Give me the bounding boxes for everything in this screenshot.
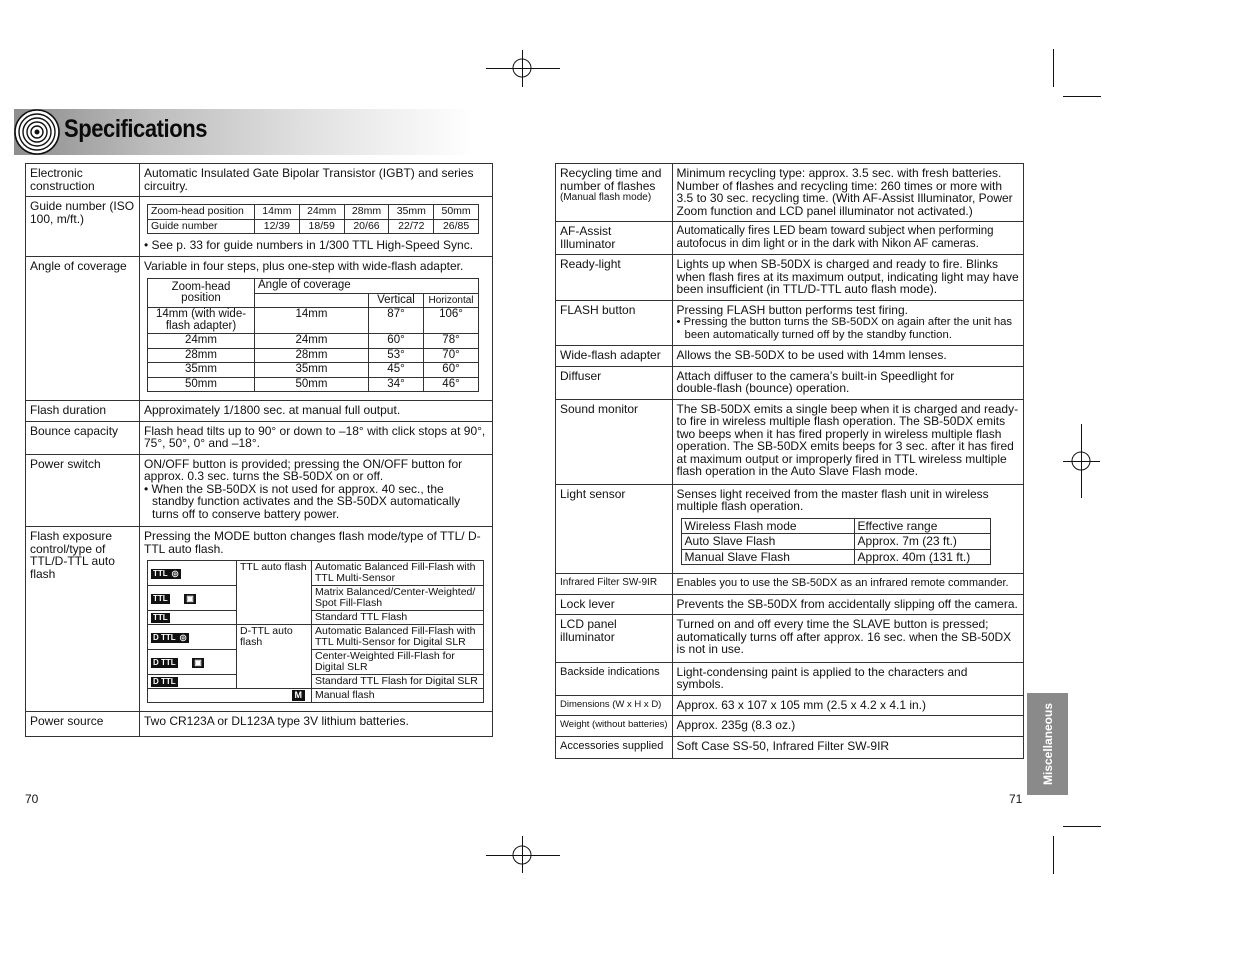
row-label: Infrared Filter SW-9IR: [556, 574, 673, 595]
table-cell: Automatic Balanced Fill-Flash with TTL Multi-Sensor: [312, 561, 484, 586]
table-cell: 35mm: [148, 363, 255, 378]
row-label: [556, 164, 673, 222]
table-row: [556, 255, 1024, 301]
table-cell: Wireless Flash mode: [681, 518, 854, 534]
table-row: [556, 399, 1024, 484]
table-cell: 24mm: [299, 205, 344, 220]
row-text: Pressing FLASH button performs test firing.: [676, 302, 908, 317]
mode-icon: [148, 561, 237, 586]
row-label: Accessories supplied: [556, 736, 673, 759]
table-cell: Manual Slave Flash: [681, 549, 854, 565]
table-cell: 50mm: [255, 377, 369, 392]
note: • When the SB-50DX is not used for approx. 40 sec., the standby function activates and the SB-50DX automatically turns off to conserve battery power.: [144, 481, 461, 521]
dttl-badge-icon: D TTL: [153, 677, 176, 686]
table-cell: 12/39: [255, 219, 300, 234]
mode-icon: [148, 586, 237, 611]
table-cell: 28mm: [255, 348, 369, 363]
table-cell: 24mm: [148, 334, 255, 349]
row-label: Power source: [26, 712, 140, 737]
row-label-sub: (Manual flash mode): [560, 192, 652, 203]
mode-icon: [148, 625, 237, 650]
table-cell: Guide number: [148, 219, 255, 234]
row-text: ON/OFF button is provided; pressing the ON/OFF button for approx. 0.3 sec. turns the SB-50DX on or off.: [144, 456, 463, 483]
table-cell: Vertical: [369, 293, 424, 308]
table-cell: 87°: [369, 308, 424, 334]
table-cell: 14mm: [255, 308, 369, 334]
row-label-text: Recycling time and number of flashes: [560, 166, 662, 193]
row-value: Light-condensing paint is applied to the characters and symbols.: [672, 662, 1023, 695]
ttl-badge-icon: TTL: [153, 593, 168, 603]
section-tab: [1027, 693, 1068, 795]
guide-number-table: [147, 204, 479, 234]
table-row: [556, 662, 1024, 695]
mode-icon: [148, 689, 312, 703]
table-cell: Matrix Balanced/Center-Weighted/ Spot Fill-Flash: [312, 586, 484, 611]
row-value: [140, 454, 493, 527]
crop-mark: [1053, 49, 1054, 87]
row-label: Light sensor: [556, 484, 673, 574]
row-value: Automatically fires LED beam toward subject when performing autofocus in dim light or in the dark with Nikon AF cameras.: [672, 222, 1023, 255]
metering-icon: ▣: [194, 657, 202, 667]
row-value: Lights up when SB-50DX is charged and ready to fire. Blinks when flash fires at its maximum output, indicating light may have been insufficient (in TTL/D-TTL auto flash mode).: [672, 255, 1023, 301]
row-value: The SB-50DX emits a single beep when it is charged and ready-to fire in wireless multiple flash operation. The SB-50DX emits two beeps when it has fired properly in wireless multiple flash operation. The SB-50DX emits beeps for 3 sec. after it has fired at maximum output or improperly fired in TTL wireless multiple flash operation in the Auto Slave Flash mode.: [672, 399, 1023, 484]
row-value: Approx. 235g (8.3 oz.): [672, 716, 1023, 737]
table-cell: 28mm: [148, 348, 255, 363]
crop-mark: [1053, 836, 1054, 874]
table-cell: Zoom-head position: [148, 279, 255, 308]
row-label: Weight (without batteries): [556, 716, 673, 737]
table-row: [556, 574, 1024, 595]
row-value: Approximately 1/1800 sec. at manual full output.: [140, 401, 493, 422]
table-cell: 35mm: [389, 205, 434, 220]
table-cell: Manual flash: [312, 689, 484, 703]
table-cell: 60°: [424, 363, 479, 378]
row-value: Prevents the SB-50DX from accidentally slipping off the camera.: [672, 594, 1023, 615]
row-value: [140, 527, 493, 712]
row-label: Lock lever: [556, 594, 673, 615]
table-cell: 28mm: [344, 205, 389, 220]
table-cell: 50mm: [148, 377, 255, 392]
table-cell: 24mm: [255, 334, 369, 349]
row-label: Dimensions (W x H x D): [556, 695, 673, 716]
row-value: [140, 256, 493, 401]
row-label: FLASH button: [556, 300, 673, 346]
table-row: [556, 222, 1024, 255]
table-cell: 106°: [424, 308, 479, 334]
balanced-fill-icon: ◎: [179, 632, 187, 642]
table-row: [556, 716, 1024, 737]
ttl-badge-icon: TTL: [153, 568, 168, 578]
manual-badge-icon: M: [292, 690, 306, 701]
dttl-badge-icon: D TTL: [153, 657, 176, 667]
registration-mark: [512, 845, 532, 865]
mode-icon: [148, 611, 237, 625]
row-label: Diffuser: [556, 366, 673, 399]
registration-mark: [512, 58, 532, 78]
row-text: Variable in four steps, plus one-step with wide-flash adapter.: [144, 258, 464, 273]
ttl-badge-icon: TTL: [153, 613, 168, 622]
table-cell: 14mm: [255, 205, 300, 220]
table-cell: 34°: [369, 377, 424, 392]
row-label: Angle of coverage: [26, 256, 140, 401]
table-cell: 14mm (with wide-flash adapter): [148, 308, 255, 334]
table-row: [26, 712, 493, 737]
row-value: Turned on and off every time the SLAVE button is pressed; automatically turns off after approx. 16 sec. when the SB-50DX is not in use.: [672, 615, 1023, 663]
table-cell: 46°: [424, 377, 479, 392]
concentric-circle-icon: [14, 109, 60, 155]
table-cell: 26/85: [434, 219, 479, 234]
row-text: Pressing the MODE button changes flash mode/type of TTL/ D-TTL auto flash.: [144, 529, 481, 556]
table-row: [556, 695, 1024, 716]
table-cell: 78°: [424, 334, 479, 349]
crop-mark: [1063, 826, 1101, 827]
note: • Pressing the button turns the SB-50DX on again after the unit has been automatically turned off by the standby function.: [676, 316, 1013, 341]
balanced-fill-icon: ◎: [171, 568, 179, 578]
table-cell: 53°: [369, 348, 424, 363]
table-cell: Standard TTL Flash for Digital SLR: [312, 675, 484, 689]
table-cell: 35mm: [255, 363, 369, 378]
table-row: [26, 401, 493, 422]
table-cell: Zoom-head position: [148, 205, 255, 220]
table-cell: Approx. 40m (131 ft.): [854, 549, 990, 565]
table-row: [556, 366, 1024, 399]
spec-table-right: [555, 163, 1024, 759]
table-cell: Approx. 7m (23 ft.): [854, 534, 990, 550]
row-label: Flash exposure control/type of TTL/D-TTL auto flash: [26, 527, 140, 712]
table-cell: TTL auto flash: [237, 561, 312, 625]
table-cell: D-TTL auto flash: [237, 625, 312, 689]
row-label: Backside indications: [556, 662, 673, 695]
row-label: Wide-flash adapter: [556, 346, 673, 367]
table-cell: 18/59: [299, 219, 344, 234]
row-label: Bounce capacity: [26, 421, 140, 454]
table-cell: Effective range: [854, 518, 990, 534]
table-row: [556, 164, 1024, 222]
table-row: [556, 484, 1024, 574]
table-cell: Auto Slave Flash: [681, 534, 854, 550]
row-label: Guide number (ISO 100, m/ft.): [26, 197, 140, 257]
row-value: Attach diffuser to the camera’s built-in Speedlight for double-flash (bounce) operation.: [672, 366, 1023, 399]
row-value: Automatic Insulated Gate Bipolar Transistor (IGBT) and series circuitry.: [140, 164, 493, 197]
light-sensor-table: [681, 518, 991, 566]
row-label: Ready-light: [556, 255, 673, 301]
row-value: Flash head tilts up to 90° or down to –18° with click stops at 90°, 75°, 50°, 0° and –18°.: [140, 421, 493, 454]
mode-icon: [148, 675, 237, 689]
table-row: [26, 527, 493, 712]
row-label: Electronic construction: [26, 164, 140, 197]
row-value: Allows the SB-50DX to be used with 14mm lenses.: [672, 346, 1023, 367]
table-cell: 45°: [369, 363, 424, 378]
metering-icon: ▣: [186, 593, 194, 603]
flash-mode-table: [147, 560, 484, 703]
table-cell: Standard TTL Flash: [312, 611, 484, 625]
table-row: [556, 615, 1024, 663]
table-cell: 60°: [369, 334, 424, 349]
row-value: Approx. 63 x 107 x 105 mm (2.5 x 4.2 x 4.1 in.): [672, 695, 1023, 716]
row-value: Soft Case SS-50, Infrared Filter SW-9IR: [672, 736, 1023, 759]
row-label: LCD panel illuminator: [556, 615, 673, 663]
row-value: [672, 300, 1023, 346]
table-row: [26, 164, 493, 197]
crop-mark: [1063, 96, 1101, 97]
row-text: Senses light received from the master flash unit in wireless multiple flash operation.: [676, 486, 989, 513]
table-cell: 22/72: [389, 219, 434, 234]
spec-table-left: [25, 163, 493, 737]
table-cell: Automatic Balanced Fill-Flash with TTL Multi-Sensor for Digital SLR: [312, 625, 484, 650]
table-cell: 70°: [424, 348, 479, 363]
mode-icon: [148, 650, 237, 675]
page-number-left: 70: [25, 792, 39, 806]
table-row: [26, 421, 493, 454]
table-row: [26, 256, 493, 401]
row-value: Enables you to use the SB-50DX as an infrared remote commander.: [672, 574, 1023, 595]
table-row: [556, 736, 1024, 759]
angle-table: [147, 278, 479, 392]
registration-mark: [1071, 451, 1091, 471]
note: • See p. 33 for guide numbers in 1/300 TTL High-Speed Sync.: [144, 238, 474, 252]
table-row: [556, 346, 1024, 367]
page-number-right: 71: [1009, 792, 1023, 806]
table-row: [26, 454, 493, 527]
table-row: [556, 300, 1024, 346]
table-cell: Angle of coverage: [255, 279, 479, 294]
row-label: AF-Assist Illuminator: [556, 222, 673, 255]
table-row: [26, 197, 493, 257]
page-title: Specifications: [64, 115, 207, 143]
row-label: Sound monitor: [556, 399, 673, 484]
section-tab-label: Miscellaneous: [1040, 702, 1055, 786]
dttl-badge-icon: D TTL: [153, 632, 176, 642]
row-value: Minimum recycling type: approx. 3.5 sec. with fresh batteries. Number of flashes and recycling time: 260 times or more with 3.5 to 30 sec. recycling time. (With AF-Assist Illuminator, Power Zoom function and LCD panel illuminator not activated.): [672, 164, 1023, 222]
row-value: [140, 197, 493, 257]
row-value: Two CR123A or DL123A type 3V lithium batteries.: [140, 712, 493, 737]
table-row: [556, 594, 1024, 615]
table-cell: 50mm: [434, 205, 479, 220]
row-label: Flash duration: [26, 401, 140, 422]
table-cell: Horizontal: [424, 293, 479, 308]
row-value: [672, 484, 1023, 574]
table-cell: Center-Weighted Fill-Flash for Digital SLR: [312, 650, 484, 675]
table-cell: 20/66: [344, 219, 389, 234]
row-label: Power switch: [26, 454, 140, 527]
